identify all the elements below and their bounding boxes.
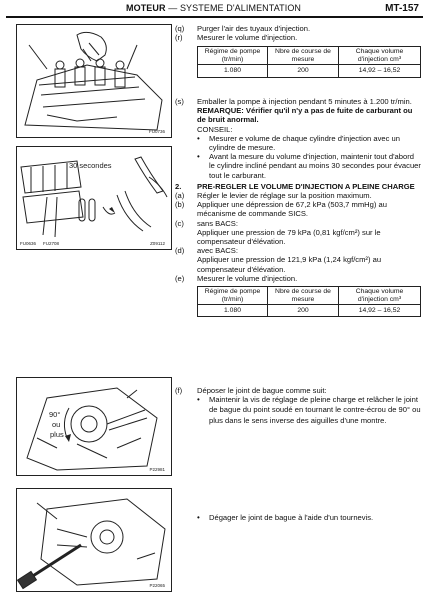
header-title <box>126 3 301 13</box>
table-header-volume: Chaque volume d'injection cm³ <box>338 287 420 305</box>
figure-screwdriver <box>16 488 172 592</box>
table-header-courses: Nbre de course de mesure <box>268 47 339 65</box>
injection-table <box>197 46 421 77</box>
bullet-dot: • <box>197 152 200 162</box>
table-cell-regime: 1.080 <box>198 305 268 317</box>
step-d-text: Appliquer une pression de 121,9 kPa (1,24 kgf/cm²) au compensateur d'élévation. <box>197 255 382 274</box>
text-block-f <box>175 386 421 426</box>
step-s: (s) Emballer la pompe à injection pendant 5 minutes à 1.200 tr/min. <box>175 97 412 106</box>
text-block-top <box>175 24 421 78</box>
angle-label-ou: ou <box>52 420 61 429</box>
table-cell-volume: 14,92 – 16,52 <box>338 305 420 317</box>
table-header-regime: Régime de pompe (tr/min) <box>198 47 268 65</box>
figure-code-mid: FU2708 <box>43 241 60 246</box>
table-header-volume: Chaque volume d'injection cm³ <box>338 47 420 65</box>
purge-illustration <box>17 25 171 137</box>
table-cell-courses: 200 <box>268 65 339 77</box>
angle-label: 90° <box>49 410 61 419</box>
tip-bullet-2: • Avant la mesure du volume d'injection, maintenir tout d'abord le cylindre incliné pendant au moins 30 secondes pour évacuer tout le carburant. <box>197 152 421 180</box>
table-header-regime: Régime de pompe (tr/min) <box>198 287 268 305</box>
header-rule <box>6 16 423 18</box>
tip-heading: CONSEIL: <box>197 124 233 134</box>
f-bullet-2: • Dégager le joint de bague à l'aide d'un tournevis. <box>197 513 374 522</box>
figure-code-right: Z09112 <box>150 241 165 246</box>
step-c: (c) sans BACS: <box>175 218 238 228</box>
header-dash: — <box>168 3 178 13</box>
step-d: (d) avec BACS: <box>175 246 238 256</box>
text-block-main <box>175 97 421 317</box>
table-cell-regime: 1.080 <box>198 65 268 77</box>
section-2-heading: 2. PRE-REGLER LE VOLUME D'INJECTION A PLEINE CHARGE <box>175 181 415 191</box>
figure-locknut <box>16 377 172 476</box>
tip-bullet-1: • Mesurer e volume de chaque cylindre d'injection avec un cylindre de mesure. <box>197 133 400 153</box>
figure-code-left: FU0636 <box>20 241 37 246</box>
page-number: MT-157 <box>385 3 419 14</box>
step-b: (b) Appliquer une dépression de 67,2 kPa (503,7 mmHg) au mécanisme de commande SICS. <box>175 200 387 219</box>
figure-code: P22981 <box>149 467 165 472</box>
f-bullet-1: • Maintenir la vis de réglage de pleine charge et relâcher le joint de bague du point soudé en tournant le contre-écrou de 90° ou plus dans le sens inverse des aiguilles d'une montre. <box>197 395 421 425</box>
text-block-g <box>175 513 421 522</box>
table-cell-courses: 200 <box>268 305 339 317</box>
remark: REMARQUE: Vérifier qu'il n'y a pas de fuite de carburant ou de bruit anormal. <box>197 106 413 125</box>
figure-code: P22065 <box>149 583 165 588</box>
bullet-dot: • <box>197 513 200 522</box>
angle-label-plus: plus <box>50 430 64 439</box>
figure-purge-air <box>16 24 172 138</box>
step-e: (e) Mesurer le volume d'injection. <box>175 273 298 283</box>
step-r: (r) Mesurer le volume d'injection. <box>175 33 298 43</box>
figure-code: FU0736 <box>148 129 165 134</box>
injection-table-2 <box>197 286 421 317</box>
table-cell-volume: 14,92 – 16,52 <box>338 65 420 77</box>
bullet-dot: • <box>197 395 200 405</box>
step-c-text: Appliquer une pression de 79 kPa (0,81 kgf/cm²) sur le compensateur d'élévation. <box>197 227 381 247</box>
step-q: (q) Purger l'air des tuyaux d'injection. <box>175 24 311 33</box>
locknut-illustration <box>17 378 171 475</box>
header-section: MOTEUR <box>126 3 166 13</box>
bullet-dot: • <box>197 133 200 143</box>
table-header-courses: Nbre de course de mesure <box>268 287 339 305</box>
screwdriver-illustration <box>17 489 171 591</box>
step-a: (a) Régler le levier de réglage sur la position maximum. <box>175 191 372 201</box>
figure-measure-cylinder <box>16 146 172 250</box>
step-f: (f) Déposer le joint de bague comme suit: <box>175 386 327 395</box>
header-subsection: SYSTEME D'ALIMENTATION <box>179 3 302 13</box>
duration-label: 30 secondes <box>69 161 112 170</box>
